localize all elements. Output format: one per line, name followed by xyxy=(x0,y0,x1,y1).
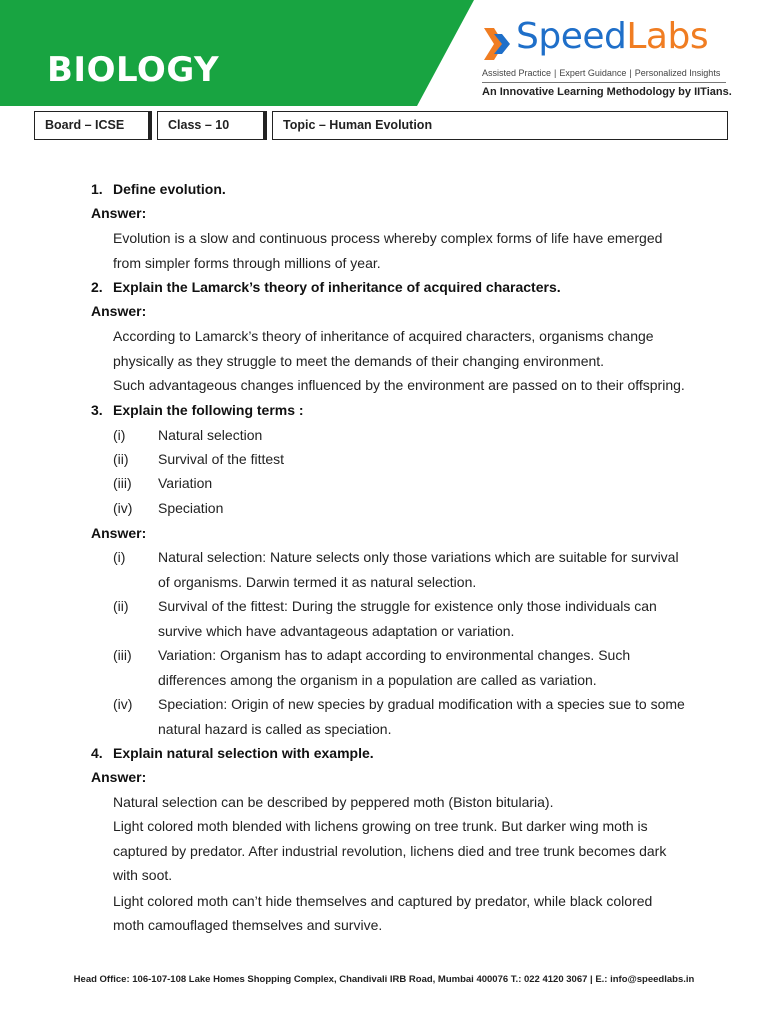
answer-line: Evolution is a slow and continuous process whereby complex forms of life have emerged xyxy=(113,230,663,246)
answer-line: Survival of the fittest: During the struggle for existence only those individuals can xyxy=(158,598,657,614)
footer-address: Head Office: 106-107-108 Lake Homes Shopping Complex, Chandivali IRB Road, Mumbai 400076 T.: 022 4120 3067 | E.: info@speedlabs.in xyxy=(73,974,695,985)
question-text: Explain the following terms : xyxy=(113,402,304,418)
answer-line: Light colored moth can’t hide themselves and captured by predator, while black colored xyxy=(113,893,653,909)
answer-line: physically as they struggle to meet the demands of their changing environment. xyxy=(113,353,605,369)
topic-label: Topic – Human Evolution xyxy=(272,111,728,140)
class-label: Class – 10 xyxy=(157,111,264,140)
tagline-item: Assisted Practice xyxy=(482,68,552,78)
brand-methodology: An Innovative Learning Methodology by IITians. xyxy=(482,86,732,98)
answer-line: Natural selection: Nature selects only those variations which are suitable for survival xyxy=(158,549,679,565)
question-number: 4. xyxy=(91,745,103,761)
answer-line: Natural selection can be described by peppered moth (Biston bitularia). xyxy=(113,794,554,810)
answer-line: differences among the organism in a population are called as variation. xyxy=(158,672,597,688)
term-text: Variation xyxy=(158,475,213,491)
term-text: Speciation xyxy=(158,500,224,516)
term-text: Survival of the fittest xyxy=(158,451,285,467)
term-roman: (iii) xyxy=(113,475,132,491)
answer-line: survive which have advantageous adaptation or variation. xyxy=(158,623,515,639)
question-text: Define evolution. xyxy=(113,181,226,197)
question-text: Explain natural selection with example. xyxy=(113,745,374,761)
answer-line: Variation: Organism has to adapt according to environmental changes. Such xyxy=(158,647,631,663)
term-roman: (ii) xyxy=(113,451,129,467)
question-number: 2. xyxy=(91,279,103,295)
chevron-logo-icon xyxy=(482,24,512,64)
answer-line: Speciation: Origin of new species by gradual modification with a species sue to some xyxy=(158,696,685,712)
brand-name xyxy=(516,16,708,57)
answer-line: Light colored moth blended with lichens growing on tree trunk. But darker wing moth is xyxy=(113,818,648,834)
answer-label: Answer: xyxy=(91,205,147,221)
answer-line: According to Lamarck’s theory of inheritance of acquired characters, organisms change xyxy=(113,328,654,344)
answer-line: with soot. xyxy=(113,867,173,883)
brand-speed: Speed xyxy=(516,16,627,57)
answer-line: from simpler forms through millions of year. xyxy=(113,255,381,271)
answer-label: Answer: xyxy=(91,525,147,541)
brand-tagline: Assisted Practice | Expert Guidance | Personalized Insights xyxy=(482,68,721,78)
question-text: Explain the Lamarck’s theory of inheritance of acquired characters. xyxy=(113,279,561,295)
answer-roman: (ii) xyxy=(113,598,129,614)
answer-roman: (i) xyxy=(113,549,126,565)
term-roman: (i) xyxy=(113,427,126,443)
answer-line: Such advantageous changes influenced by the environment are passed on to their offspring. xyxy=(113,377,685,393)
answer-line: moth camouflaged themselves and survive. xyxy=(113,917,383,933)
tagline-item: Expert Guidance xyxy=(559,68,627,78)
answer-line: captured by predator. After industrial revolution, lichens died and tree trunk becomes dark xyxy=(113,843,667,859)
board-label: Board – ICSE xyxy=(34,111,149,140)
answer-line: of organisms. Darwin termed it as natural selection. xyxy=(158,574,477,590)
answer-roman: (iv) xyxy=(113,696,133,712)
question-number: 1. xyxy=(91,181,103,197)
answer-label: Answer: xyxy=(91,769,147,785)
subject-title: BIOLOGY xyxy=(47,50,220,90)
answer-line: natural hazard is called as speciation. xyxy=(158,721,392,737)
term-roman: (iv) xyxy=(113,500,133,516)
speedlabs-logo xyxy=(482,16,732,102)
tagline-item: Personalized Insights xyxy=(634,68,721,78)
logo-divider xyxy=(482,82,726,83)
answer-roman: (iii) xyxy=(113,647,132,663)
term-text: Natural selection xyxy=(158,427,263,443)
question-number: 3. xyxy=(91,402,103,418)
answer-label: Answer: xyxy=(91,303,147,319)
brand-labs: Labs xyxy=(626,16,709,57)
